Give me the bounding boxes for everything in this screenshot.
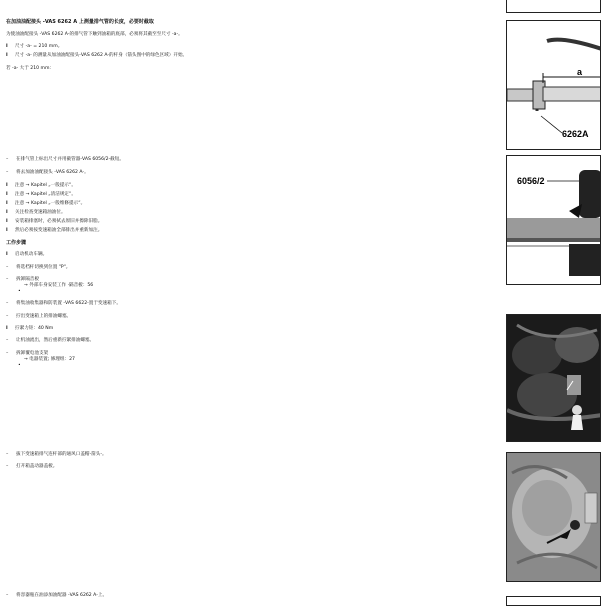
figure-column <box>506 0 601 600</box>
workflow-title: 工作步骤 <box>6 240 27 246</box>
workflow-item: Ⅰ 启动机动车辆。 <box>6 252 48 257</box>
step-item: – 打开箱盖动器盖板。 <box>6 464 58 469</box>
intro-text: 为使油油配接头 -VAS 6262 A-的排气管下触到油箱的底部，必须将其截至至尺寸 -a-。 <box>6 32 183 37</box>
step-item: – 将容器瓶在油添加油配器 -VAS 6262 A-上。 <box>6 593 108 598</box>
step-item: – 将去加油油配接头 -VAS 6262 A-。 <box>6 170 89 175</box>
intro-item: Ⅰ 尺寸 -a- 的测量从加油油配接头-VAS 6262 A-的杆身（箭头图中的绿色区域）开始。 <box>6 53 188 58</box>
caution-item: Ⅰ 然后必须按变速箱油全部排出并重新加注。 <box>6 228 103 233</box>
dimension-label: a <box>577 67 583 77</box>
step-item: – 让机油流出，然后重新拧紧排油螺塞。 <box>6 338 95 343</box>
torque-item: Ⅰ 拧紧力矩：40 Nm <box>6 326 54 331</box>
sub-note: → 电器装置; 修理组：27 <box>24 357 75 362</box>
sub-note: → 外部车身安装工作 ·隔音板：56 <box>24 283 94 288</box>
caution-item: Ⅰ 安装箱排塞时，必须拭去原旧并擦除旧脂。 <box>6 219 103 224</box>
figure-partial-top <box>506 0 601 13</box>
figure-vent-cap <box>506 452 601 582</box>
tool-label-6056-2: 6056/2 <box>517 176 545 186</box>
figure-drain-plug <box>506 314 601 442</box>
figure-pipe-cutter <box>506 155 601 285</box>
caution-item: Ⅰ 注意 → Kapitel „清洁规定“。 <box>6 192 76 197</box>
step-item: – 将选档杆切换到位置 "P"。 <box>6 265 71 270</box>
intro-item: Ⅰ 尺寸 -a- = 210 mm。 <box>6 44 63 49</box>
bullet-dot: • <box>18 363 21 368</box>
document-body <box>6 0 486 600</box>
step-item: – 拧出变速箱上的排油螺塞。 <box>6 314 72 319</box>
step-item: – 拆卸隔音板 <box>6 277 39 282</box>
step-item: – 拔下变速箱排气连杆部的通风口盖帽-箭头-。 <box>6 452 107 457</box>
bullet-dot: • <box>18 289 21 294</box>
caution-item: Ⅰ 注意 → Kapitel „一般维修提示“。 <box>6 201 86 206</box>
section-title: 在加油油配接头 -VAS 6262 A 上测量排气管的长度，必要时截取 <box>6 19 154 25</box>
figure-adapter-dimension <box>506 20 601 150</box>
intro-note: 若 -a- 大于 210 mm： <box>6 66 55 71</box>
step-item: – 将集油收集器和防装置 -VAS 6622-置于变速箱下。 <box>6 301 121 306</box>
step-item: – 在排气管上标出尺寸并用截管器-VAS 6056/2-截短。 <box>6 157 124 162</box>
step-item: – 拆卸覆电池支架 <box>6 351 49 356</box>
caution-item: Ⅰ 关注检查变速箱油油位。 <box>6 210 66 215</box>
tool-label-6262a: 6262A <box>562 129 589 139</box>
caution-item: Ⅰ 注意 → Kapitel „一般提示“。 <box>6 183 76 188</box>
figure-partial-bottom <box>506 596 601 606</box>
